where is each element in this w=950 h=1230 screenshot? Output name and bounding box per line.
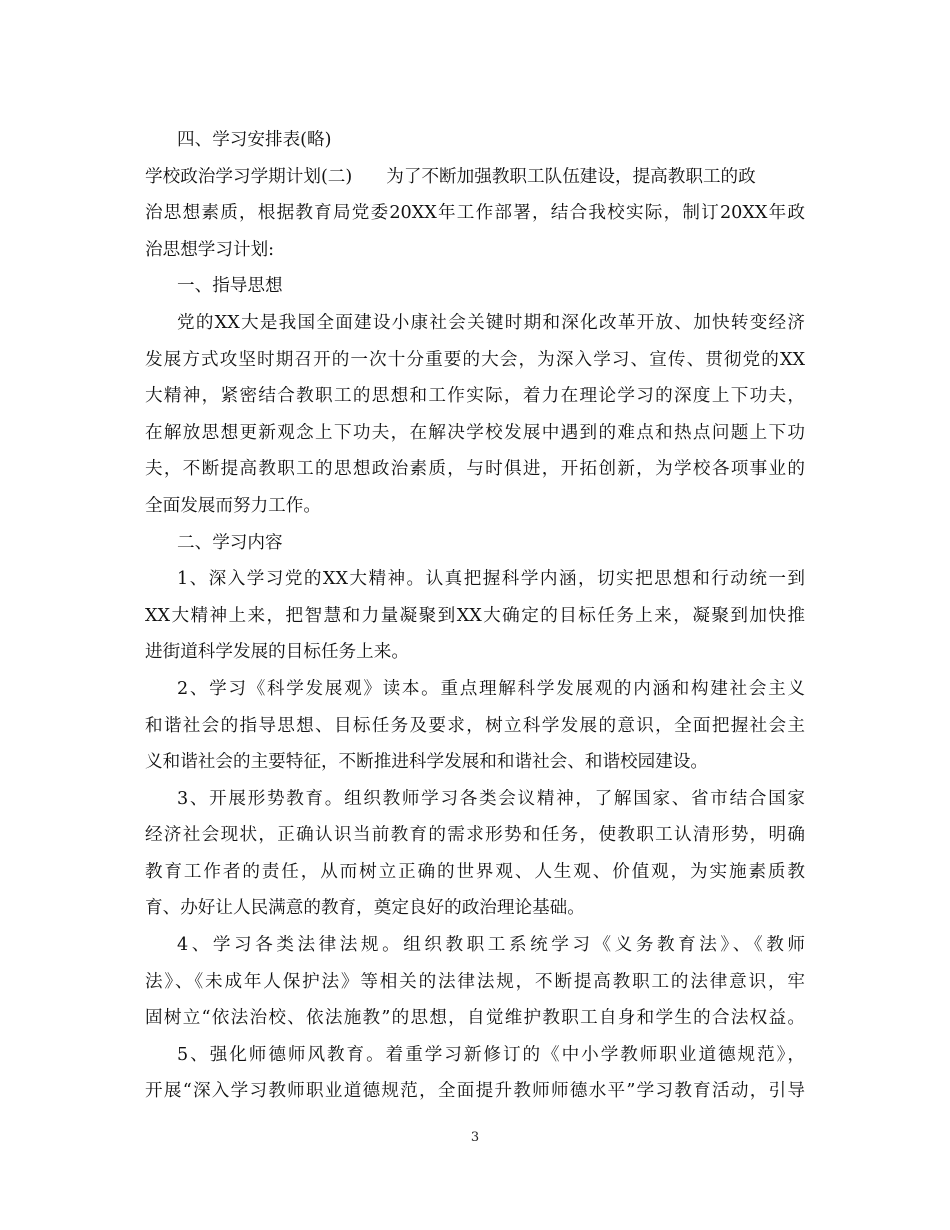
text-line: 全面发展而努力工作。 [145,495,321,516]
text-line: 夫，不断提高教职工的思想政治素质，与时俱进，开拓创新，为学校各项事业的 [145,459,805,480]
text-run: 为了不断加强教职工队伍建设，提高教职工的政 [386,166,756,187]
text-line: 义和谐社会的主要特征，不断推进科学发展和和谐社会、和谐校园建设。 [145,752,709,773]
text-line: 教育工作者的责任，从而树立正确的世界观、人生观、价值观，为实施素质教 [145,861,805,882]
text-line: 2、学习《科学发展观》读本。重点理解科学发展观的内涵和构建社会主义 [177,678,805,699]
text-line: 发展方式攻坚时期召开的一次十分重要的大会，为深入学习、宣传、贯彻党的XX [145,349,805,370]
text-line: 在解放思想更新观念上下功夫，在解决学校发展中遇到的难点和热点问题上下功 [145,422,805,443]
text-line: 治思想学习计划: [145,239,275,260]
text-line: 4、学习各类法律法规。组织教职工系统学习《义务教育法》、《教师 [177,935,805,956]
text-line: 大精神，紧密结合教职工的思想和工作实际，着力在理论学习的深度上下功夫， [145,386,805,407]
text-line: 3、开展形势教育。组织教师学习各类会议精神，了解国家、省市结合国家 [177,788,805,809]
inline-heading: 学校政治学习学期计划(二) [145,166,353,187]
text-line: 党的XX大是我国全面建设小康社会关键时期和深化改革开放、加快转变经济 [177,312,805,333]
text-line: 法》、《未成年人保护法》等相关的法律法规，不断提高教职工的法律意识，牢 [145,971,805,992]
text-line: 进街道科学发展的目标任务上来。 [145,642,409,663]
text-line [145,159,805,196]
text-line: 5、强化师德师风教育。着重学习新修订的《中小学教师职业道德规范》， [177,1044,805,1065]
text-line: 固树立“依法治校、依法施教”的思想，自觉维护教职工自身和学生的合法权益。 [145,1008,805,1029]
text-line: 经济社会现状，正确认识当前教育的需求形势和任务，使教职工认清形势，明确 [145,825,805,846]
text-line: XX大精神上来，把智慧和力量凝聚到XX大确定的目标任务上来，凝聚到加快推 [145,605,805,626]
text-line: 育、办好让人民满意的教育，奠定良好的政治理论基础。 [145,898,585,919]
text-line: 四、学习安排表(略) [177,130,332,150]
text-line: 1、深入学习党的XX大精神。认真把握科学内涵，切实把思想和行动统一到 [177,569,805,590]
text-line: 二、学习内容 [177,532,283,553]
text-line: 和谐社会的指导思想、目标任务及要求，树立科学发展的意识，全面把握社会主 [145,715,805,736]
text-line: 一、指导思想 [177,276,283,297]
text-line: 开展“深入学习教师职业道德规范，全面提升教师师德水平”学习教育活动，引导 [145,1081,805,1102]
document-body [145,122,805,1110]
text-line: 治思想素质，根据教育局党委20XX年工作部署，结合我校实际，制订20XX年政 [145,203,805,224]
page-number: 3 [470,1130,480,1145]
